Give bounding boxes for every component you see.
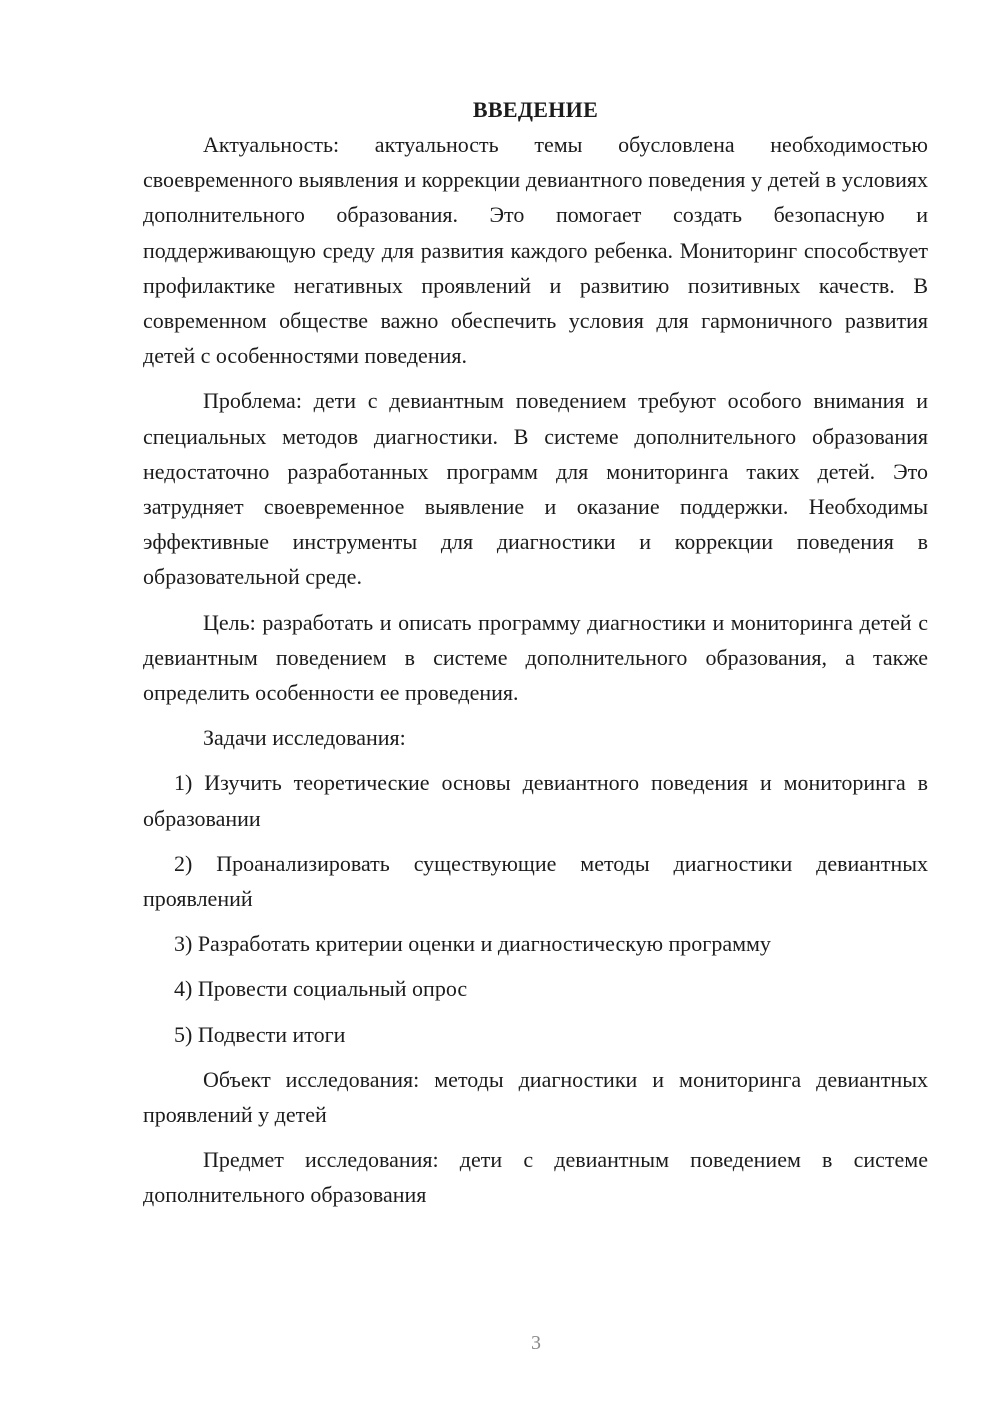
goal-paragraph: Цель: разработать и описать программу диагностики и мониторинга детей с девиантным поведением в системе дополнительного образования, а также определить особенности ее проведения. xyxy=(143,609,928,706)
relevance-paragraph: Актуальность: актуальность темы обусловлена необходимостью своевременного выявления и коррекции девиантного поведения у детей в условиях дополнительного образования. Это помогает создать безопасную и поддерживающую среду для развития каждого ребенка. Мониторинг способствует профилактике негативных проявлений и развитию позитивных качеств. В современном обществе важно обеспечить условия для гармоничного развития детей с особенностями поведения. xyxy=(143,132,928,369)
task-item-2: 2) Проанализировать существующие методы диагностики девиантных проявлений xyxy=(143,850,928,912)
task-item-1: 1) Изучить теоретические основы девиантного поведения и мониторинга в образовании xyxy=(143,770,928,831)
subject-paragraph: Предмет исследования: дети с девиантным поведением в системе дополнительного образования xyxy=(143,1147,928,1208)
object-paragraph: Объект исследования: методы диагностики и мониторинга девиантных проявлений у детей xyxy=(143,1066,928,1128)
page-title: ВВЕДЕНИЕ xyxy=(472,97,599,122)
document-page xyxy=(143,92,928,1223)
problem-paragraph: Проблема: дети с девиантным поведением требуют особого внимания и специальных методов диагностики. В системе дополнительного образования недостаточно разработанных программ для мониторинга таких детей. Это затрудняет своевременное выявление и оказание поддержки. Необходимы эффективные инструменты для диагностики и коррекции поведения в образовательной среде. xyxy=(143,388,928,590)
tasks-heading: Задачи исследования: xyxy=(203,725,406,751)
task-item-4: 4) Провести социальный опрос xyxy=(174,976,468,1002)
page-number: 3 xyxy=(531,1332,541,1354)
task-item-3: 3) Разработать критерии оценки и диагностическую программу xyxy=(174,931,771,957)
task-item-5: 5) Подвести итоги xyxy=(174,1021,346,1047)
